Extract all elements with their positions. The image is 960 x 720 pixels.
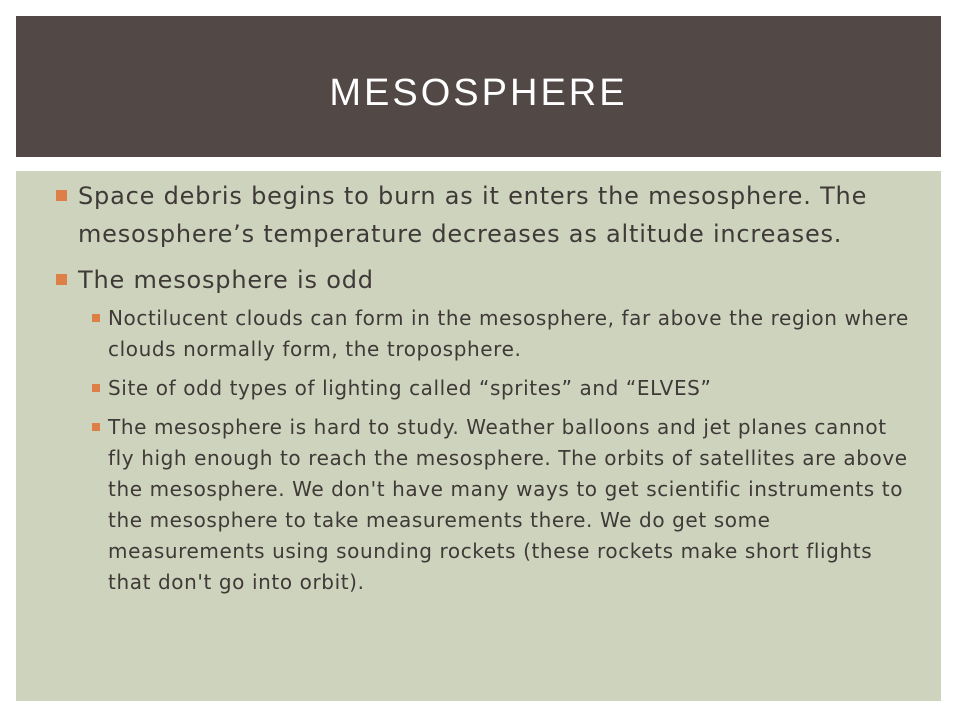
- bullet-item-debris: [56, 177, 916, 253]
- bullet-item-odd: [56, 261, 916, 299]
- square-sub-bullet-icon: [92, 314, 100, 322]
- sub-bullet-item-clouds: [56, 303, 916, 365]
- square-sub-bullet-icon: [92, 384, 100, 392]
- square-bullet-icon: [56, 190, 67, 201]
- sub-bullet-text: Noctilucent clouds can form in the mesosphere, far above the region where clouds normally form, the troposphere.: [108, 306, 909, 361]
- sub-bullet-item-study: [56, 412, 916, 598]
- sub-bullet-item-sprites: [56, 373, 916, 404]
- content-area: [16, 171, 941, 701]
- bullet-list: [56, 177, 916, 606]
- bullet-text: The mesosphere is odd: [78, 266, 374, 294]
- square-bullet-icon: [56, 274, 67, 285]
- sub-bullet-text: Site of odd types of lighting called “sprites” and “ELVES”: [108, 376, 712, 400]
- sub-bullet-text: The mesosphere is hard to study. Weather balloons and jet planes cannot fly high enough to reach the mesosphere. The orbits of satellites are above the mesosphere. We don't have many ways to get scientific instruments to the mesosphere to take measurements there. We do get some measurements using sounding rockets (these rockets make short flights that don't go into orbit).: [108, 415, 908, 594]
- slide-title: MESOSPHERE: [329, 72, 628, 114]
- title-band: [16, 16, 941, 157]
- bullet-text: Space debris begins to burn as it enters the mesosphere. The mesosphere’s temperature decreases as altitude increases.: [78, 182, 868, 248]
- square-sub-bullet-icon: [92, 423, 100, 431]
